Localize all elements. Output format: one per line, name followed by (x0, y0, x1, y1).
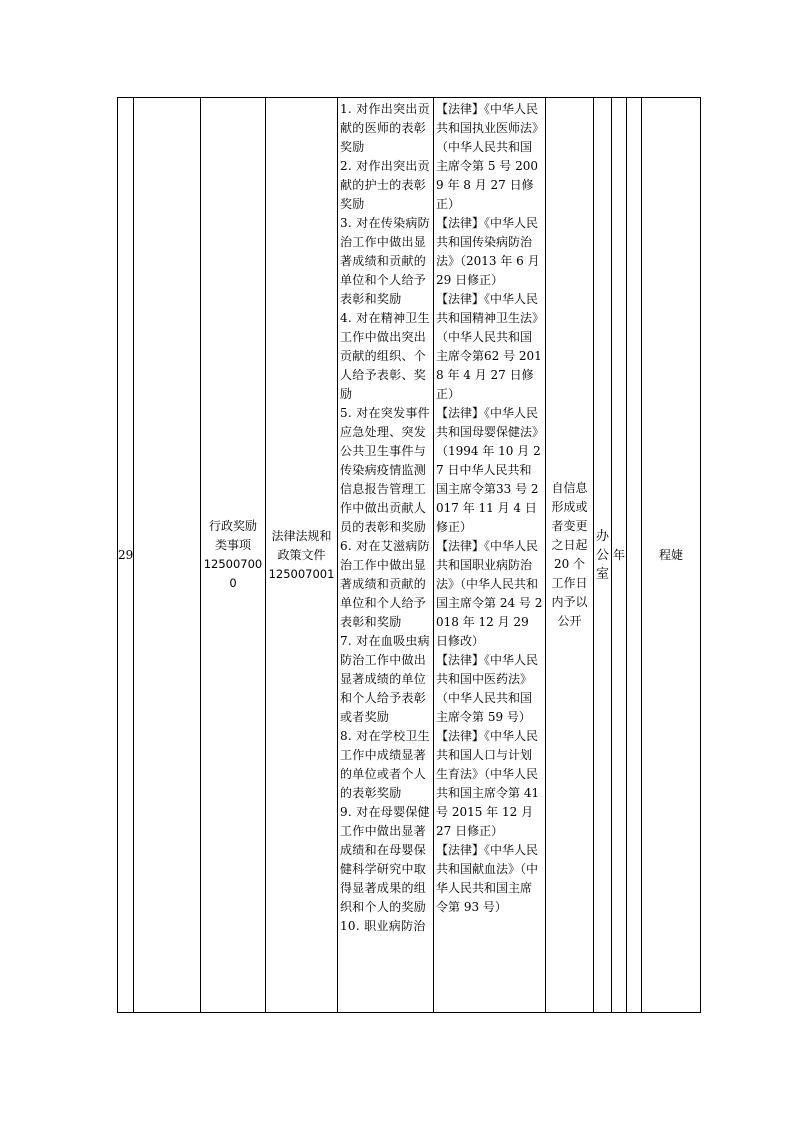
law-item: 【法律】《中华人民共和国职业病防治法》（中华人民共和国主席令第 24 号 2018 年 12 月 29 日修改） (436, 539, 543, 648)
content-item: 3. 对在传染病防治工作中做出显著成绩和贡献的单位和个人给予表彰和奖励 (340, 216, 430, 306)
law-item: 【法律】《中华人民共和国精神卫生法》（中华人民共和国主席令第62 号 2018 年 4 月 27 日修正） (436, 292, 542, 401)
disclosure-table (117, 97, 701, 1013)
kind-cell (201, 98, 266, 1013)
content-item: 4. 对在精神卫生工作中做出突出贡献的组织、个人给予表彰、奖励 (340, 311, 430, 401)
law-list (434, 98, 545, 917)
dept-cell (594, 98, 612, 1013)
content-item: 10. 职业病防治 (340, 919, 426, 933)
content-item: 7. 对在血吸虫病防治工作中做出显著成绩的单位和个人给予表彰或者奖励 (340, 634, 430, 724)
blank-cell (134, 98, 201, 1013)
person-name: 程婕 (658, 547, 683, 562)
basis-code: 125007001 (268, 566, 335, 581)
period-text: 年 (612, 547, 625, 562)
content-item: 6. 对在艾滋病防治工作中做出显著成绩和贡献的单位和个人给予表彰和奖励 (340, 539, 430, 629)
kind-name: 行政奖励类事项 (209, 519, 258, 552)
law-item: 【法律】《中华人民共和国中医药法》（中华人民共和国主席令第 59 号） (436, 653, 539, 724)
content-list (338, 98, 433, 936)
dept-text: 办公室 (595, 528, 609, 582)
law-item: 【法律】《中华人民共和国执业医师法》（中华人民共和国主席令第 5 号 2009 年 8 月 27 日修正） (436, 102, 539, 211)
content-cell (338, 98, 434, 1013)
content-item: 5. 对在突发事件应急处理、突发公共卫生事件与传染病疫情监测信息报告管理工作中做出贡献人员的表彰和奖励 (340, 406, 430, 534)
time-limit-cell (546, 98, 594, 1013)
content-item: 1. 对作出突出贡献的医师的表彰奖励 (340, 102, 430, 154)
law-item: 【法律】《中华人民共和国传染病防治法》（2013 年 6 月 29 日修正） (436, 216, 540, 287)
law-item: 【法律】《中华人民共和国献血法》（中华人民共和国主席令第 93 号） (436, 843, 539, 914)
kind-code: 125007000 (203, 557, 263, 590)
law-item: 【法律】《中华人民共和国母婴保健法》（1994 年 10 月 27 日中华人民共和国主席令第33 号 2017 年 11 月 4 日修正） (436, 406, 541, 534)
time-limit-text: 自信息形成或者变更之日起 20 个工作日内予以公开 (551, 481, 588, 628)
basis-cell (266, 98, 338, 1013)
basis-name: 法律法规和政策文件 (271, 528, 332, 562)
content-item: 8. 对在学校卫生工作中成绩显著的单位或者个人的表彰奖励 (340, 729, 430, 800)
law-item: 【法律】《中华人民共和国人口与计划生育法》（中华人民共和国主席令第 41 号 2015 年 12 月 27 日修正） (436, 729, 540, 838)
content-item: 2. 对作出突出贡献的护士的表彰奖励 (340, 159, 430, 211)
law-cell (434, 98, 546, 1013)
table-row (118, 98, 701, 1013)
seq-number: 29 (118, 547, 134, 562)
empty-cell (627, 98, 642, 1013)
content-item: 9. 对在母婴保健工作中做出显著成绩和在母婴保健科学研究中取得显著成果的组织和个人的奖励 (340, 805, 430, 914)
period-cell (612, 98, 627, 1013)
seq-cell (118, 98, 134, 1013)
person-cell (642, 98, 701, 1013)
